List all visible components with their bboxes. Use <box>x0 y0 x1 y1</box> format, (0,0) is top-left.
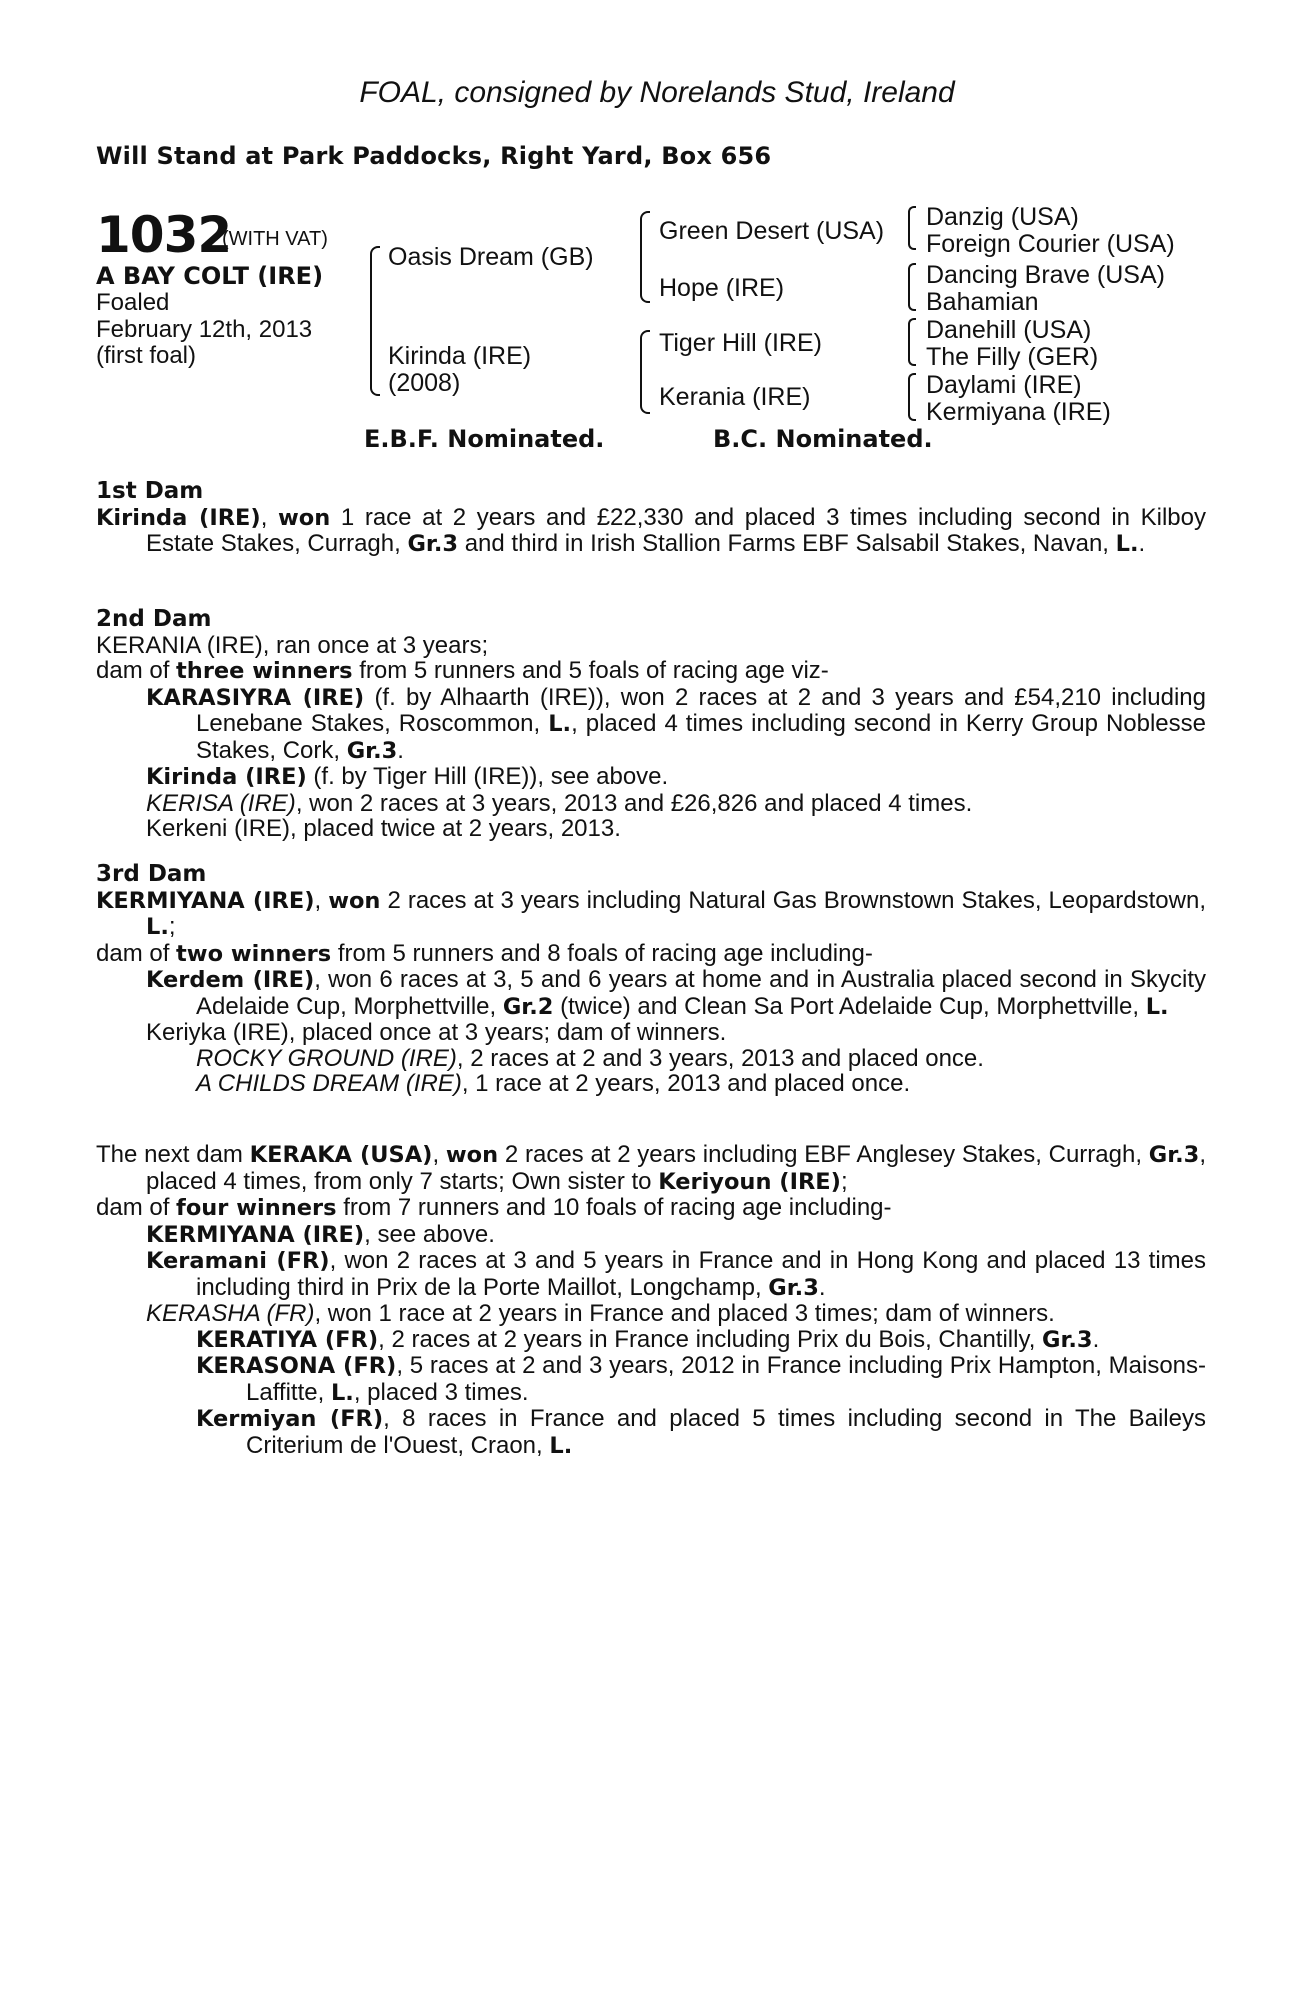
dam-of-suffix: from 5 runners and 5 foals of racing age viz- <box>352 657 829 684</box>
grand-produce-entry <box>96 1046 1206 1072</box>
pedigree-dam: Kirinda (IRE) <box>388 342 532 370</box>
pedigree-ggp-7: Daylami (IRE) <box>926 371 1082 399</box>
group-grade: Gr.2 <box>502 993 554 1020</box>
pedigree-sire: Oasis Dream (GB) <box>388 243 594 271</box>
third-dam-entry: KERMIYANA (IRE), won 2 races at 3 years including Natural Gas Brownstown Stakes, Leopardstown, L.; <box>96 886 1206 940</box>
first-dam-name: Kirinda (IRE) <box>96 504 261 531</box>
first-foal-note: (first foal) <box>96 342 197 369</box>
grand-produce-name: KERASONA (FR) <box>196 1353 397 1379</box>
won-label: won <box>445 1142 499 1168</box>
pedigree-bracket-ggp1 <box>908 206 916 250</box>
third-dam-text: ; <box>168 913 176 940</box>
group-grade: Gr.3 <box>1148 1142 1200 1168</box>
dam-of-suffix: from 7 runners and 10 foals of racing age including- <box>336 1194 892 1221</box>
produce-entry <box>96 1248 1206 1301</box>
pedigree-dam-sire: Tiger Hill (IRE) <box>659 329 822 357</box>
group-grade: Gr.3 <box>407 531 459 557</box>
grand-produce-entry <box>96 1406 1206 1459</box>
produce-entry <box>96 1301 1206 1327</box>
third-dam-text: 2 races at 3 years including Natural Gas Brownstown Stakes, Leopardstown, <box>380 886 1206 914</box>
first-dam-heading: 1st Dam <box>96 478 204 504</box>
produce-name: Kerdem (IRE) <box>146 967 315 993</box>
grand-produce-text: , 8 races in France and placed 5 times including second in The Baileys Criterium de l'Ouest, Craon, <box>246 1405 1206 1459</box>
pedigree-bracket-ggp4 <box>908 373 916 421</box>
second-dam-section <box>96 607 1206 842</box>
grand-produce-name: A CHILDS DREAM (IRE) <box>196 1070 462 1097</box>
produce-text: . <box>818 1273 826 1301</box>
pedigree-bracket-sire <box>640 211 650 303</box>
next-dam-intro: The next dam <box>96 1141 250 1168</box>
won-label: won <box>277 504 331 531</box>
produce-text: . <box>397 736 404 764</box>
produce-entry <box>96 967 1206 1020</box>
next-dam-entry: The next dam KERAKA (USA), won 2 races at 2 years including EBF Anglesey Stakes, Curragh, Gr.3, placed 4 times, from only 7 starts; Own sister to Keriyoun (IRE); <box>96 1141 1206 1195</box>
produce-text: (f. by Alhaarth (IRE)), won 2 races at 2 and 3 years and £54,210 including Lenebane Stakes, Roscommon, <box>196 683 1206 737</box>
won-label: won <box>328 887 381 914</box>
grand-produce-name: KERATIYA (FR) <box>196 1326 379 1353</box>
dam-of-prefix: dam of <box>96 939 177 967</box>
produce-name: KARASIYRA (IRE) <box>146 684 365 711</box>
produce-name: KERISA (IRE) <box>146 789 296 817</box>
pedigree-bracket-gen1 <box>370 246 380 396</box>
pedigree-bracket-dam <box>640 330 650 414</box>
grand-produce-text: , 2 races at 2 and 3 years, 2013 and placed once. <box>456 1044 984 1072</box>
first-dam-text-3: . <box>1138 530 1146 557</box>
grand-produce-entry <box>96 1327 1206 1354</box>
sister-name: Keriyoun (IRE) <box>658 1168 841 1195</box>
grand-produce-text: , 5 races at 2 and 3 years, 2012 in France including Prix Hampton, Maisons-Laffitte, <box>246 1352 1207 1406</box>
first-dam-text-2: and third in Irish Stallion Farms EBF Salsabil Stakes, Navan, <box>458 530 1116 557</box>
group-grade: Gr.3 <box>346 737 398 764</box>
dam-of-prefix: dam of <box>96 657 177 684</box>
produce-entry <box>96 764 1206 791</box>
ebf-nominated: E.B.F. Nominated. <box>364 425 605 453</box>
first-dam-section <box>96 479 1206 558</box>
pedigree-sire-dam: Hope (IRE) <box>659 274 785 302</box>
listed-mark: L. <box>548 711 572 737</box>
third-dam-section <box>96 862 1206 1097</box>
second-dam-line: KERANIA (IRE), ran once at 3 years; <box>96 631 489 659</box>
pedigree-ggp-1: Danzig (USA) <box>926 203 1079 231</box>
next-dam-text: , placed 4 times, from only 7 starts; Own sister to <box>146 1141 1206 1195</box>
produce-name: Kirinda (IRE) <box>146 764 307 790</box>
produce-text: (f. by Tiger Hill (IRE)), see above. <box>306 763 669 790</box>
lot-number: 1032 <box>96 206 232 264</box>
pedigree-ggp-4: Bahamian <box>926 288 1039 316</box>
produce-text: , see above. <box>364 1220 495 1248</box>
pedigree-ggp-5: Danehill (USA) <box>926 316 1092 344</box>
produce-entry: Kerkeni (IRE), placed twice at 2 years, 2013. <box>146 815 621 842</box>
listed-mark: L. <box>146 914 169 940</box>
pedigree-ggp-2: Foreign Courier (USA) <box>926 230 1175 258</box>
pedigree-dam-dam: Kerania (IRE) <box>659 383 811 411</box>
next-dam-produce-summary <box>96 1195 1206 1222</box>
pedigree-bracket-ggp2 <box>908 263 916 311</box>
first-dam-entry: Kirinda (IRE), won 1 race at 2 years and £22,330 and placed 3 times including second in Kilboy Estate Stakes, Curragh, Gr.3 and third in Irish Stallion Farms EBF Salsabil Stakes, Navan, L.. <box>96 503 1207 557</box>
listed-mark: L. <box>549 1432 573 1459</box>
winners-count: three winners <box>176 658 353 684</box>
horse-description: A BAY COLT (IRE) <box>96 262 324 290</box>
grand-produce-text: , 1 race at 2 years, 2013 and placed once. <box>461 1070 911 1097</box>
pedigree-dam-year: (2008) <box>388 369 461 397</box>
grand-produce-text: , placed 3 times. <box>353 1378 529 1406</box>
winners-count: two winners <box>176 940 332 967</box>
second-dam-produce-summary <box>96 658 1206 685</box>
dam-of-prefix: dam of <box>96 1194 177 1221</box>
produce-entry <box>96 685 1206 765</box>
next-dam-name: KERAKA (USA) <box>249 1142 433 1168</box>
produce-text: , won 6 races at 3, 5 and 6 years at home and in Australia placed second in Skycity Adelaide Cup, Morphettville, <box>196 966 1206 1020</box>
grand-produce-name: Kermiyan (FR) <box>196 1406 384 1432</box>
first-dam-text-1: 1 race at 2 years and £22,330 and placed 3 times including second in Kilboy Estate Stakes, Curragh, <box>146 503 1207 557</box>
stand-location: Will Stand at Park Paddocks, Right Yard, Box 656 <box>96 142 772 170</box>
third-dam-name: KERMIYANA (IRE) <box>96 887 315 914</box>
produce-text: , placed 4 times including second in Kerry Group Noblesse Stakes, Cork, <box>196 710 1206 764</box>
dam-of-suffix: from 5 runners and 8 foals of racing age including- <box>331 939 873 967</box>
grand-produce-name: ROCKY GROUND (IRE) <box>196 1044 457 1072</box>
bc-nominated: B.C. Nominated. <box>713 425 933 453</box>
listed-mark: L. <box>1115 531 1139 557</box>
foaled-label: Foaled <box>96 289 170 316</box>
next-dam-section <box>96 1142 1206 1459</box>
produce-text: , won 1 race at 2 years in France and placed 3 times; dam of winners. <box>314 1300 1055 1327</box>
next-dam-text: 2 races at 2 years including EBF Anglesey Stakes, Curragh, <box>498 1141 1149 1168</box>
foaled-date: February 12th, 2013 <box>96 316 313 343</box>
produce-text: , won 2 races at 3 years, 2013 and £26,826 and placed 4 times. <box>295 789 973 817</box>
vat-note: (WITH VAT) <box>222 228 328 250</box>
grand-produce-entry <box>96 1353 1206 1406</box>
produce-entry <box>96 1222 1206 1249</box>
third-dam-heading: 3rd Dam <box>96 861 207 887</box>
pedigree-bracket-ggp3 <box>908 318 916 366</box>
second-dam-heading: 2nd Dam <box>96 606 212 632</box>
produce-name: KERMIYANA (IRE) <box>146 1221 365 1248</box>
pedigree-ggp-8: Kermiyana (IRE) <box>926 398 1111 426</box>
third-dam-produce-summary <box>96 941 1206 968</box>
winners-count: four winners <box>176 1195 337 1221</box>
consignment-title: FOAL, consigned by Norelands Stud, Ireland <box>359 76 955 109</box>
grand-produce-text: , 2 races at 2 years in France including Prix du Bois, Chantilly, <box>378 1325 1043 1353</box>
produce-entry <box>96 791 1206 817</box>
produce-name: Keramani (FR) <box>146 1248 330 1274</box>
pedigree-ggp-3: Dancing Brave (USA) <box>926 261 1165 289</box>
grand-produce-entry <box>96 1071 1206 1097</box>
produce-name: KERASHA (FR) <box>146 1300 315 1327</box>
next-dam-text: ; <box>840 1167 848 1195</box>
pedigree-ggp-6: The Filly (GER) <box>926 343 1099 371</box>
produce-text: (twice) and Clean Sa Port Adelaide Cup, Morphettville, <box>553 992 1146 1020</box>
listed-mark: L. <box>1145 993 1169 1020</box>
group-grade: Gr.3 <box>1042 1326 1093 1353</box>
pedigree-sire-sire: Green Desert (USA) <box>659 217 885 245</box>
produce-text: , won 2 races at 3 and 5 years in France and in Hong Kong and placed 13 times including third in Prix de la Porte Maillot, Longchamp, <box>196 1247 1206 1301</box>
grand-produce-text: . <box>1092 1325 1100 1353</box>
produce-entry: Keriyka (IRE), placed once at 3 years; dam of winners. <box>146 1019 727 1046</box>
listed-mark: L. <box>330 1379 354 1406</box>
group-grade: Gr.3 <box>768 1274 819 1301</box>
